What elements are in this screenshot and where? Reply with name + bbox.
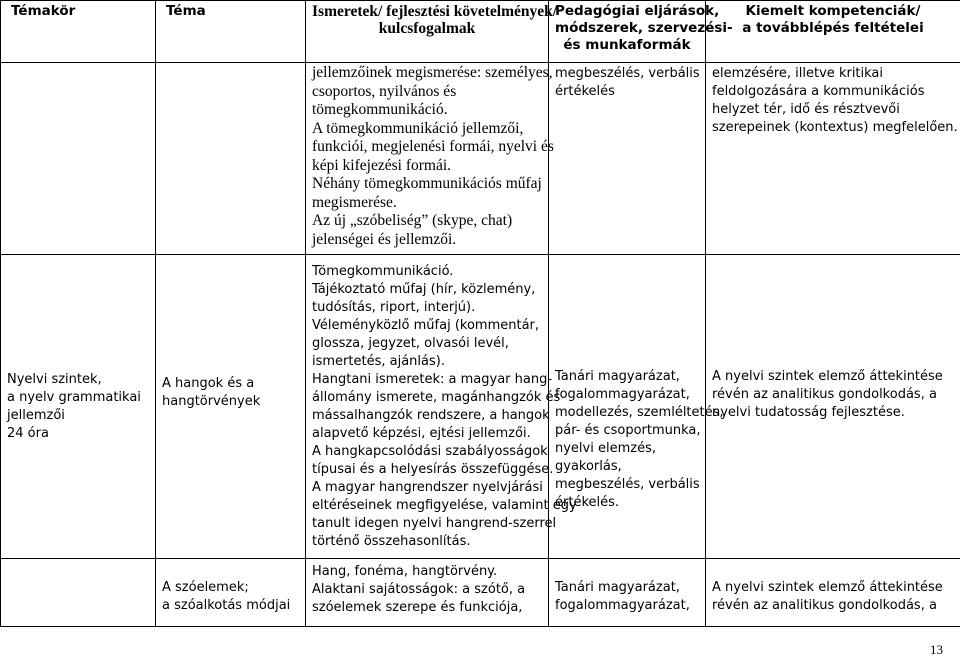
header-row xyxy=(1,1,960,63)
header-temakor: Témakör xyxy=(1,1,156,63)
cell-pedagogiai: Tanári magyarázat, fogalommagyarázat, xyxy=(549,559,706,627)
cell-tema xyxy=(156,63,306,255)
header-pedagogiai: Pedagógiai eljárások, módszerek, szervezési- és munkaformák xyxy=(549,1,706,63)
cell-tema: A hangok és a hangtörvények xyxy=(156,255,306,559)
cell-temakor xyxy=(1,63,156,255)
header-ismeretek: Ismeretek/ fejlesztési követelmények/ kulcsfogalmak xyxy=(306,1,549,63)
cell-kompetenciak: A nyelvi szintek elemző áttekintése révén az analitikus gondolkodás, a nyelvi tudatosság fejlesztése. xyxy=(706,255,960,559)
table-row xyxy=(1,63,960,255)
page-number: 13 xyxy=(930,642,943,657)
cell-temakor xyxy=(1,559,156,627)
table-row xyxy=(1,559,960,627)
cell-kompetenciak: elemzésére, illetve kritikai feldolgozására a kommunikációs helyzet tér, idő és résztvevői szerepeinek (kontextus) megfelelően. xyxy=(706,63,960,255)
cell-ismeretek: Hang, fonéma, hangtörvény. Alaktani sajátosságok: a szótő, a szóelemek szerepe és funkciója, xyxy=(306,559,549,627)
cell-temakor: Nyelvi szintek, a nyelv grammatikai jellemzői 24 óra xyxy=(1,255,156,559)
header-kompetenciak: Kiemelt kompetenciák/ a továbblépés feltételei xyxy=(706,1,960,63)
header-tema: Téma xyxy=(156,1,306,63)
table-row xyxy=(1,255,960,559)
cell-pedagogiai: megbeszélés, verbális értékelés xyxy=(549,63,706,255)
cell-ismeretek: Tömegkommunikáció. Tájékoztató műfaj (hír, közlemény, tudósítás, riport, interjú). Véleményközlő műfaj (kommentár, glossza, jegyzet, olvasói levél, ismertetés, ajánlás). Hangtani ismeretek: a magyar hang- állomány ismerete, magánhangzók és mássalhangzók rendszere, a hangok alapvető képzési, ejtési jellemzői. A hangkapcsolódási szabályosságok típusai és a helyesírás összefüggése. A magyar hangrendszer nyelvjárási eltéréseinek megfigyelése, valamint egy tanult idegen nyelvi hangrend-szerrel történő összehasonlítás. xyxy=(306,255,549,559)
cell-ismeretek: jellemzőinek megismerése: személyes, csoportos, nyilvános és tömegkommunikáció. A tömegkommunikáció jellemzői, funkciói, megjelenési formái, nyelvi és képi kifejezési formái. Néhány tömegkommunikációs műfaj megismerése. Az új „szóbeliség” (skype, chat) jelenségei és jellemzői. xyxy=(306,63,549,255)
cell-tema: A szóelemek; a szóalkotás módjai xyxy=(156,559,306,627)
cell-pedagogiai: Tanári magyarázat, fogalommagyarázat, modellezés, szemléltetés, pár- és csoportmunka, nyelvi elemzés, gyakorlás, megbeszélés, verbális értékelés. xyxy=(549,255,706,559)
cell-kompetenciak: A nyelvi szintek elemző áttekintése révén az analitikus gondolkodás, a xyxy=(706,559,960,627)
